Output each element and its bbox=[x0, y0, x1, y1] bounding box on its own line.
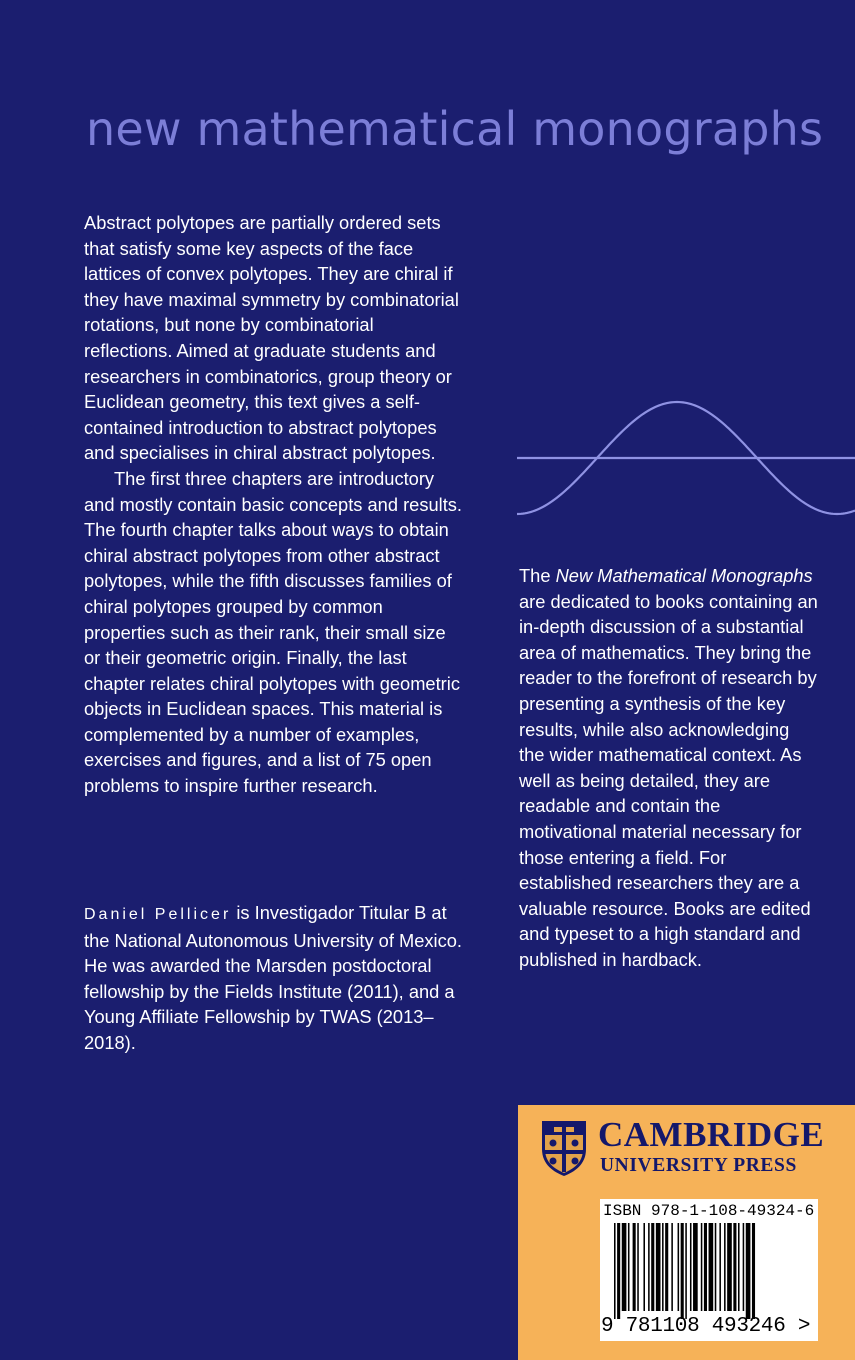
blurb-paragraph-2: The first three chapters are introductory and mostly contain basic concepts and results. The fourth chapter talks about ways to obtain chiral abstract polytopes from other abstract polytopes, while the fifth discusses families of chiral polytopes grouped by common properties such as their rank, their small size or their geometric origin. Finally, the last chapter relates chiral polytopes with geometric objects in Euclidean spaces. This material is complemented by a number of examples, exercises and figures, and a list of 75 open problems to inspire further research. bbox=[84, 467, 463, 797]
barcode-bar bbox=[617, 1223, 620, 1319]
barcode-bar bbox=[746, 1223, 751, 1319]
barcode-bar bbox=[704, 1223, 707, 1311]
cambridge-crest-icon bbox=[540, 1119, 588, 1177]
barcode-bar bbox=[724, 1223, 726, 1311]
barcode-box bbox=[600, 1199, 818, 1341]
barcode-bar bbox=[743, 1223, 745, 1311]
barcode-bar bbox=[656, 1223, 661, 1311]
barcode-bar bbox=[733, 1223, 736, 1311]
barcode-bar bbox=[662, 1223, 664, 1311]
publisher-panel bbox=[518, 1105, 855, 1360]
barcode-bar bbox=[637, 1223, 639, 1311]
barcode-bar bbox=[690, 1223, 692, 1311]
barcode-bar bbox=[643, 1223, 645, 1311]
barcode-bar bbox=[752, 1223, 755, 1319]
sine-wave-graphic bbox=[517, 400, 855, 520]
barcode-bar bbox=[671, 1223, 673, 1311]
barcode-digits: 9 781108 493246 > bbox=[601, 1315, 811, 1338]
series-desc-prefix: The bbox=[519, 565, 556, 586]
barcode-bar bbox=[628, 1223, 630, 1311]
publisher-name-line-2: UNIVERSITY PRESS bbox=[600, 1155, 797, 1176]
barcode-bar bbox=[738, 1223, 740, 1311]
barcode-bar bbox=[614, 1223, 616, 1319]
publisher-name-line-1: CAMBRIDGE bbox=[598, 1115, 825, 1154]
barcode-bar bbox=[715, 1223, 717, 1311]
barcode-bar bbox=[727, 1223, 732, 1311]
series-name: New Mathematical Monographs bbox=[555, 565, 813, 586]
barcode-bar bbox=[693, 1223, 698, 1311]
isbn-label: ISBN 978-1-108-49324-6 bbox=[603, 1202, 815, 1220]
barcode-bar bbox=[648, 1223, 650, 1311]
author-bio bbox=[84, 900, 464, 1056]
barcode-bars bbox=[614, 1223, 804, 1319]
author-bio-text: is Investigador Titular B at the National Autonomous University of Mexico. He was awarded the Marsden postdoctoral fellowship by the Fields Institute (2011), and a Young Affiliate Fellowship by TWAS (2013–2018). bbox=[84, 902, 462, 1053]
series-desc-text: are dedicated to books containing an in-depth discussion of a substantial area of mathematics. They bring the reader to the forefront of research by presenting a synthesis of the key results, while also acknowledging the wider mathematical context. As well as being detailed, they are readable and contain the motivational material necessary for those entering a field. For established researchers they are a valuable resource. Books are edited and typeset to a high standard and published in hardback. bbox=[519, 590, 818, 970]
blurb bbox=[84, 210, 464, 799]
series-title: new mathematical monographs bbox=[86, 102, 824, 156]
series-description bbox=[519, 563, 819, 973]
blurb-paragraph-1: Abstract polytopes are partially ordered sets that satisfy some key aspects of the face lattices of convex polytopes. They are chiral if they have maximal symmetry by combinatorial rotations, but none by combinatorial reflections. Aimed at graduate students and researchers in combinatorics, group theory or Euclidean geometry, this text gives a self-contained introduction to abstract polytopes and specialises in chiral abstract polytopes. bbox=[84, 212, 459, 464]
barcode-bar bbox=[719, 1223, 721, 1311]
barcode-bar bbox=[681, 1223, 684, 1319]
barcode-bar bbox=[651, 1223, 654, 1311]
author-name: Daniel Pellicer bbox=[84, 906, 232, 923]
barcode-bar bbox=[709, 1223, 714, 1311]
barcode-bar bbox=[685, 1223, 687, 1319]
barcode-bar bbox=[701, 1223, 703, 1311]
barcode-bar bbox=[665, 1223, 668, 1311]
barcode-bar bbox=[633, 1223, 636, 1311]
barcode-bar bbox=[622, 1223, 627, 1311]
barcode-bar bbox=[678, 1223, 680, 1311]
